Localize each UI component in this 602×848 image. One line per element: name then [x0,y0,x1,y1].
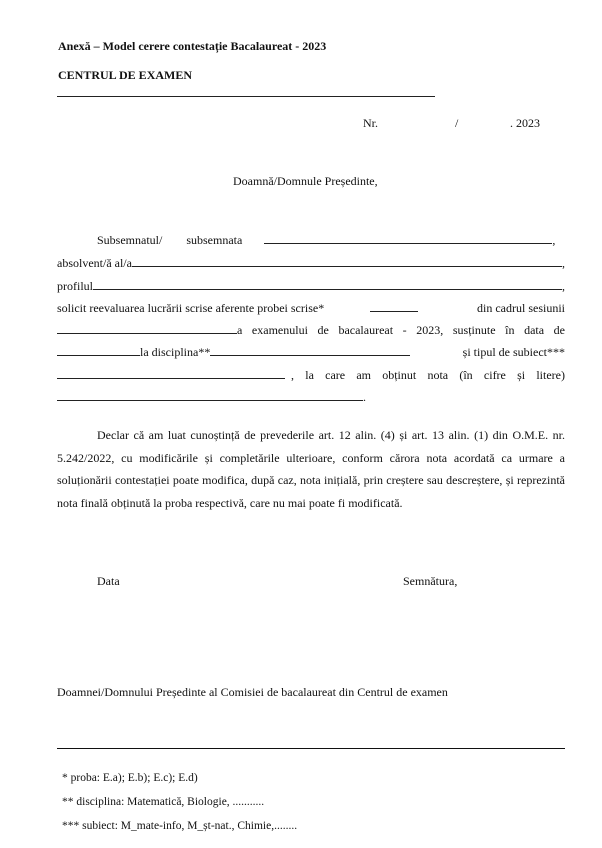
exam-test-field[interactable] [370,300,418,312]
comma: , [562,279,565,293]
form-line-profile [57,278,565,294]
discipline-label: la disciplina** [140,345,211,359]
exam-center-field[interactable] [57,96,435,97]
footnote-disciplina: ** disciplina: Matematică, Biologie, ........... [62,796,265,808]
comma: , [552,233,556,247]
comma: , [562,256,565,270]
form-line-subject [57,344,565,360]
registration-number-separator: / [455,116,459,130]
form-line-grade [57,367,565,383]
addressee: Doamnei/Domnului Președinte al Comisiei de bacalaureat din Centrul de examen [57,685,448,699]
session-field[interactable] [57,322,237,334]
form-line-request [57,300,565,316]
annex-title: Anexă – Model cerere contestație Bacalaureat - 2023 [58,39,327,53]
signature-label: Semnătura, [403,574,458,588]
grade-label: , la care am obținut nota (în cifre și litere) [291,368,565,382]
exam-date-label: a examenului de bacalaureat - 2023, susținute în data de [237,323,565,337]
subject-type-label: și tipul de subiect*** [462,345,565,359]
form-line-grade-value [57,389,565,405]
request-label: solicit reevaluarea lucrării scrise aferente probei scrise* [57,301,325,315]
salutation: Doamnă/Domnule Președinte, [233,174,378,188]
discipline-field[interactable] [210,344,410,356]
absolvent-label: absolvent/ă al/a [57,256,132,270]
profile-label: profilul [57,279,93,293]
declaration-paragraph: Declar că am luat cunoștință de prevederile art. 12 alin. (4) și art. 13 alin. (1) din O.M.E. nr. 5.242/2022, cu modificările și completările ulterioare, conform cărora nota acordată ca urmare a soluționării contestației poate modifica, după caz, nota inițială, prin creștere sau descreștere, și reprezintă nota finală obținută la proba respectivă, care nu mai poate fi modificată. [57,428,565,510]
school-field[interactable] [132,255,562,267]
footnote-proba: * proba: E.a); E.b); E.c); E.d) [62,772,198,784]
form-line-name [57,232,565,248]
footnote-subiect: *** subiect: M_mate-info, M_șt-nat., Chimie,........ [62,820,298,832]
subsemnatul-label: Subsemnatul/ [97,233,163,247]
date-label: Data [97,574,120,588]
registration-year: . 2023 [510,116,540,130]
date-field[interactable] [57,344,140,356]
profile-field[interactable] [93,278,562,290]
footnote-separator [57,748,565,749]
grade-field[interactable] [57,389,363,401]
period: . [363,390,366,404]
subject-type-field[interactable] [57,367,285,379]
exam-center-label: CENTRUL DE EXAMEN [58,68,193,82]
subsemnata-label: subsemnata [186,233,243,247]
form-line-graduate [57,255,565,271]
registration-number-label: Nr. [363,116,378,130]
form-line-exam-date [57,322,565,338]
session-label: din cadrul sesiunii [477,301,565,315]
name-field[interactable] [264,232,552,244]
